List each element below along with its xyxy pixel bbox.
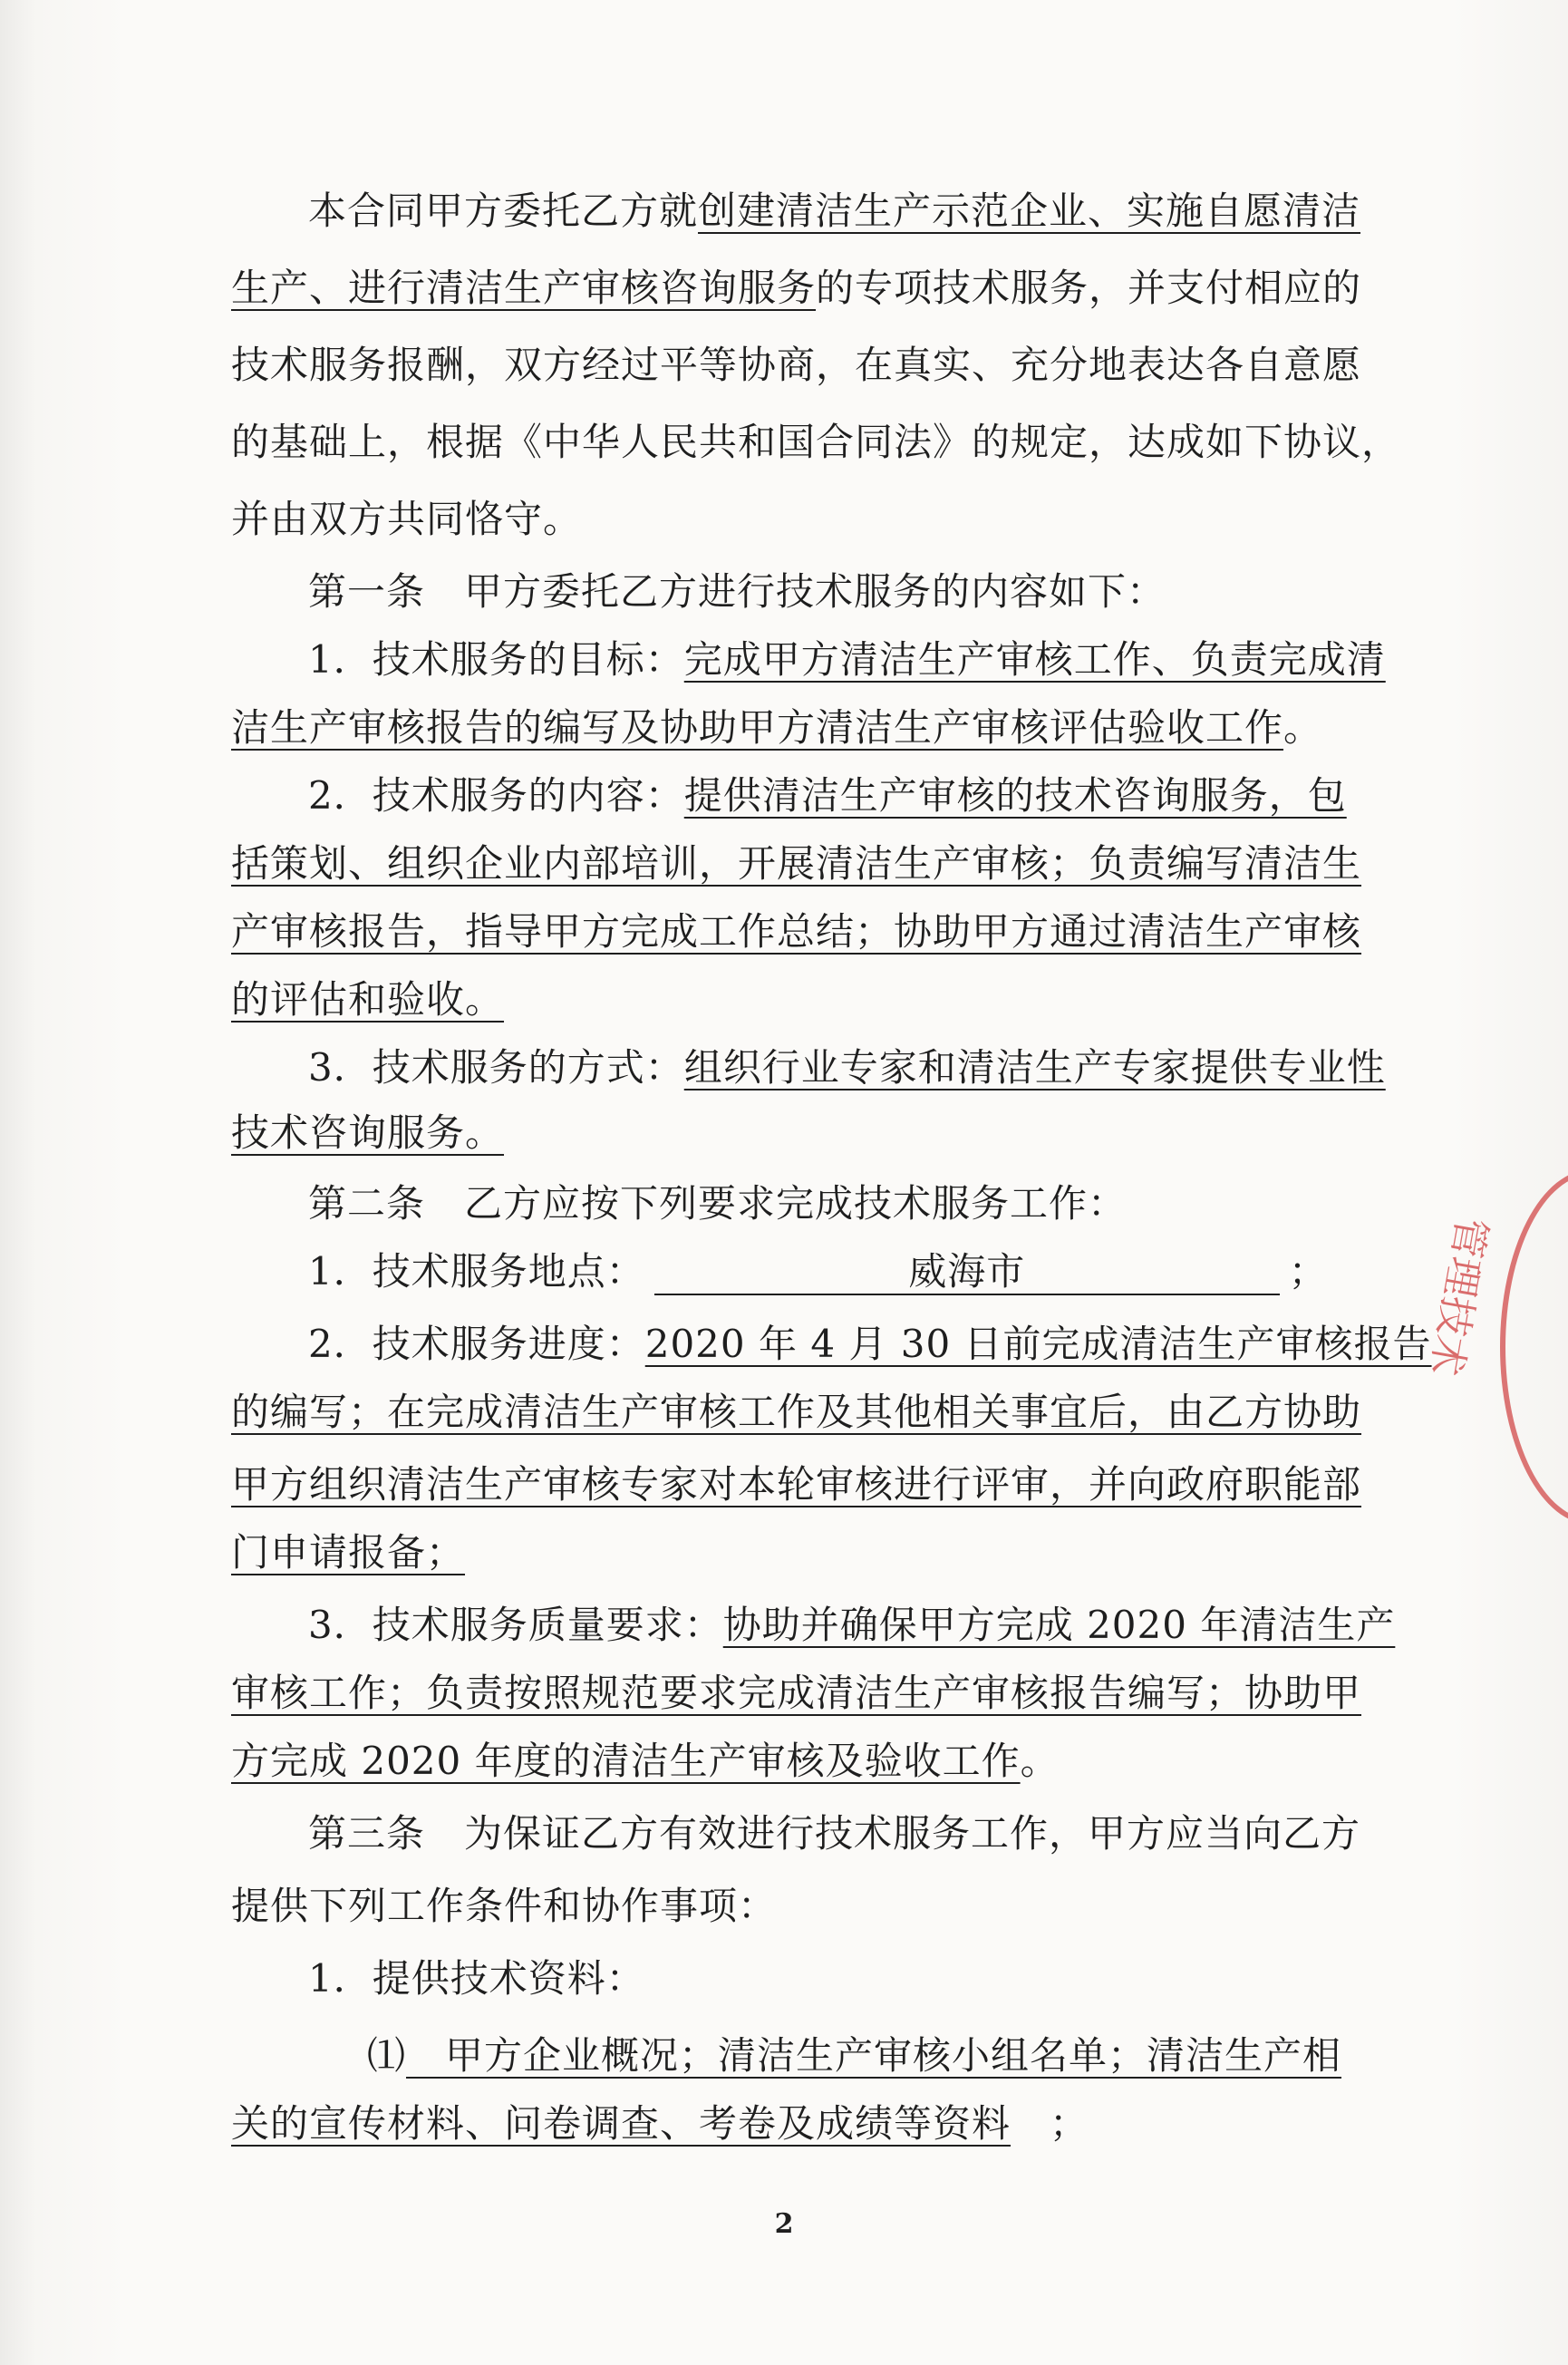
text: 。 [1283,705,1323,750]
item-marker: ⑴ [367,2033,407,2078]
clause-line [308,1042,1386,1093]
article-heading: 第二条 乙方应按下列要求完成技术服务工作： [308,1181,1128,1226]
underlined-text: 审核工作；负责按照规范要求完成清洁生产审核报告编写；协助甲 [231,1671,1362,1715]
paragraph-line [308,186,1360,237]
clause-line [231,1459,1361,1510]
paragraph-line: 技术服务报酬，双方经过平等协商，在真实、充分地表达各自意愿 [231,343,1362,387]
clause-label: 3．技术服务质量要求： [308,1603,723,1647]
underlined-text: 甲方组织清洁生产审核专家对本轮审核进行评审，并向政府职能部 [231,1462,1362,1507]
clause-line [231,1736,1060,1787]
clause-line [308,635,1386,685]
underlined-text: 创建清洁生产示范企业、实施自愿清洁 [698,189,1361,233]
seal-stamp-text: 管理技术 [1421,1214,1495,1380]
text: 本合同甲方委托乙方就 [308,189,699,233]
text: 。 [1020,1739,1060,1783]
underlined-text: 的编写；在完成清洁生产审核工作及其他相关事宜后，由乙方协助 [231,1390,1362,1434]
clause-line [231,1387,1361,1438]
underlined-text: 技术咨询服务。 [231,1110,505,1155]
underlined-text: 关的宣传材料、问卷调查、考卷及成绩等资料 [231,2101,1011,2146]
clause-line [308,771,1347,821]
text: ； [1011,2101,1089,2146]
underlined-text: 完成甲方清洁生产审核工作、负责完成清 [683,637,1386,682]
paragraph-line: 提供下列工作条件和协作事项： [231,1884,778,1928]
underlined-text: 生产、进行清洁生产审核咨询服务 [231,266,817,310]
article-heading: 第三条 为保证乙方有效进行技术服务工作，甲方应当向乙方 [308,1811,1361,1856]
clause-line [308,1319,1432,1370]
underlined-text: 甲方企业概况；清洁生产审核小组名单；清洁生产相 [406,2033,1342,2078]
location-field: 威海市 [654,1250,1280,1295]
underlined-text: 产审核报告，指导甲方完成工作总结；协助甲方通过清洁生产审核 [231,909,1362,954]
clause-line: 1．提供技术资料： [308,1956,645,2001]
clause-label: 2．技术服务进度： [308,1322,645,1366]
underlined-text: 方完成 2020 年度的清洁生产审核及验收工作 [231,1739,1021,1783]
clause-line [231,1108,504,1158]
underlined-text: 括策划、组织企业内部培训，开展清洁生产审核；负责编写清洁生 [231,841,1362,886]
clause-label: 3．技术服务的方式： [308,1045,684,1090]
clause-line [308,1246,1328,1297]
clause-label: 1．技术服务的目标： [308,637,684,682]
article-heading: 第一条 甲方委托乙方进行技术服务的内容如下： [308,569,1166,614]
paragraph-line: 并由双方共同恪守。 [231,497,583,541]
clause-line [231,974,504,1025]
underlined-text: 提供清洁生产审核的技术咨询服务，包 [683,773,1347,818]
underlined-text: 的评估和验收。 [231,977,505,1022]
underlined-text: 组织行业专家和清洁生产专家提供专业性 [683,1045,1386,1090]
page-number: 2 [774,2208,794,2240]
clause-line [367,2031,1341,2081]
text: 的专项技术服务，并支付相应的 [816,266,1362,310]
clause-label: 1．技术服务地点： [308,1249,645,1294]
underlined-text: 2020 年 4 月 30 日前完成清洁生产审核报告 [644,1322,1432,1366]
underlined-text: 洁生产审核报告的编写及协助甲方清洁生产审核评估验收工作 [231,705,1284,750]
clause-label: 2．技术服务的内容： [308,773,684,818]
clause-line [231,703,1322,753]
clause-line [231,1668,1361,1719]
clause-line [231,2098,1089,2149]
seal-stamp [1500,1169,1568,1525]
paragraph-line [231,263,1361,314]
clause-line [231,906,1361,957]
clause-line [231,1527,465,1578]
text: ； [1288,1249,1328,1294]
paragraph-line: 的基础上，根据《中华人民共和国合同法》的规定，达成如下协议， [231,420,1401,464]
underlined-text: 协助并确保甲方完成 2020 年清洁生产 [722,1603,1396,1647]
clause-line [308,1600,1395,1651]
underlined-text: 门申请报备； [231,1530,466,1575]
clause-line [231,838,1361,889]
